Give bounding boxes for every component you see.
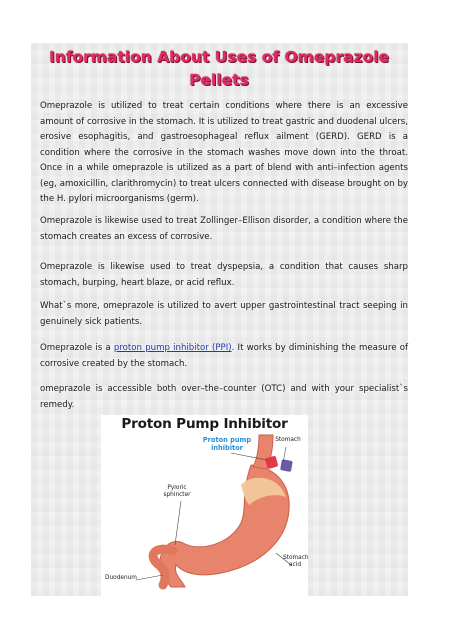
ppi-text-before: Omeprazole is a bbox=[40, 343, 114, 353]
label-stomach-acid: Stomach acid bbox=[283, 555, 309, 568]
label-stomach: Stomach bbox=[275, 437, 301, 443]
ppi-text-after: . It works by diminishing the measure of corrosive created by the stomach. bbox=[40, 343, 408, 369]
paragraph-bleeding: What`s more, omeprazole is utilized to avert upper gastrointestinal tract seeping in genuinely sick patients. bbox=[40, 301, 408, 327]
paragraph-dyspepsia: Omeprazole is likewise used to treat dyspepsia, a condition that causes sharp stomach, burping, heart blaze, or acid reflux. bbox=[40, 262, 408, 288]
paragraph-intro: Omeprazole is utilized to treat certain conditions where there is an excessive amount of corrosive in the stomach. It is utilized to treat gastric and duodenal ulcers, erosive esophagitis, and gastroesophageal reflux ailment (GERD). GERD is a condition where the corrosive in the stomach washes move down into the throat. Once in a while omeprazole is utilized as a part of blend with anti–infection agents (eg, amoxicillin, clarithromycin) to treat ulcers connected with disease brought on by the H. pylori microorganisms (germ). bbox=[40, 101, 408, 204]
label-proton-pump-inhibitor: Proton pump inhibitor bbox=[202, 436, 252, 452]
ppi-link[interactable]: proton pump inhibitor (PPI) bbox=[113, 343, 232, 353]
page-title: Information About Uses of Omeprazole Pellets bbox=[48, 48, 390, 89]
figure-title: Proton Pump Inhibitor bbox=[121, 416, 288, 432]
stomach-figure bbox=[101, 415, 308, 596]
label-pyloric-sphincter: Pyloric sphincter bbox=[163, 485, 191, 498]
paragraph-ppi bbox=[40, 341, 408, 372]
paragraph-zollinger: Omeprazole is likewise used to treat Zollinger–Ellison disorder, a condition where the stomach creates an excess of corrosive. bbox=[40, 216, 408, 242]
paragraph-otc: omeprazole is accessible both over–the–counter (OTC) and with your specialist`s remedy. bbox=[40, 384, 408, 410]
label-duodenum: Duodenum bbox=[105, 575, 137, 581]
ppi-purple-marker bbox=[280, 459, 293, 472]
